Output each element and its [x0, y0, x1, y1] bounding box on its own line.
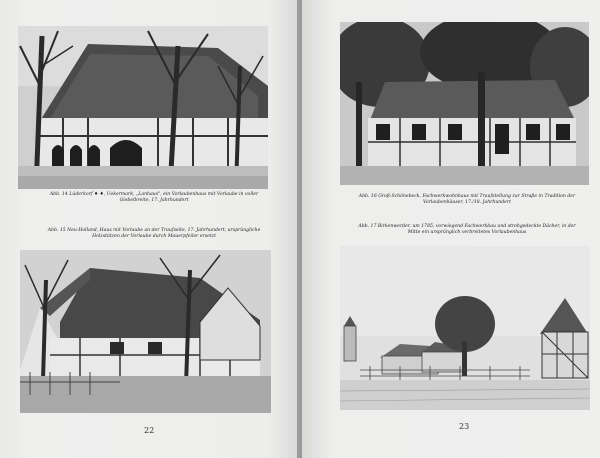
right-page: [302, 0, 600, 458]
photo-fig17: [340, 246, 590, 410]
page-number-left: 22: [144, 426, 155, 435]
photo-fig16: [340, 22, 589, 185]
caption-fig16: Abb. 16 Groß-Schönebeck, Fachwerkwohnhaus mit Traufstellung zur Straße in Tradition der Vorlaubenhäuser, 17./18. Jahrhundert: [358, 194, 576, 205]
caption-fig17: Abb. 17 Birkenwerder, um 1785, vorwiegend Fachwerkbau und strohgedeckte Dächer, in der Mitte ein ursprünglich verbreitetes Vorlaubenhaus: [358, 224, 576, 235]
caption-fig14: Abb. 14 Lüderkorf ♦ ♦, Uekermark, „Lanhaus", ein Vorlaubenhaus mit Vorlaube in voller Giebelbreite, 17. Jahrhundert: [49, 192, 259, 203]
photo-fig15: [20, 250, 271, 413]
page-number-right: 23: [459, 422, 470, 431]
left-page: [0, 0, 298, 458]
caption-fig15: Abb. 15 Neu-Holland, Haus mit Vorlaube an der Traufseite, 17. Jahrhundert, ursprüngliche Holzstützen der Vorlaube durch Mauerpfeiler ersetzt: [47, 228, 261, 239]
photo-fig14: [18, 26, 268, 189]
